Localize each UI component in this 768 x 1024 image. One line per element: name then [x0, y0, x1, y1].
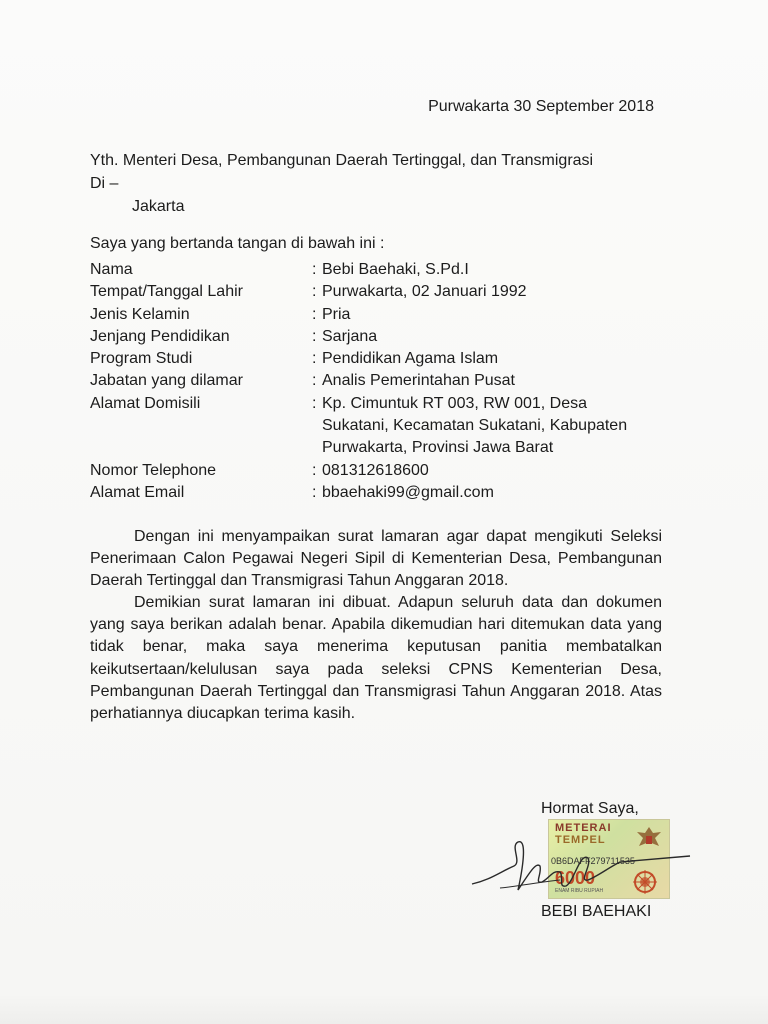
detail-label: Alamat Email [90, 483, 185, 501]
detail-colon: : [312, 283, 317, 301]
scan-edge [0, 994, 768, 1024]
detail-colon: : [312, 305, 317, 323]
intro-text: Saya yang bertanda tangan di bawah ini : [90, 235, 385, 252]
detail-value: Kp. Cimuntuk RT 003, RW 001, Desa Sukatani, Kecamatan Sukatani, Kabupaten Purwakarta, Provinsi Jawa Barat [322, 394, 628, 457]
recipient-line: Yth. Menteri Desa, Pembangunan Daerah Tertinggal, dan Transmigrasi [90, 152, 594, 169]
detail-value: Sarjana [322, 327, 378, 345]
detail-value: Pendidikan Agama Islam [322, 350, 499, 368]
detail-row-address [90, 393, 660, 460]
detail-value: Analis Pemerintahan Pusat [322, 372, 515, 390]
detail-label: Program Studi [90, 350, 193, 368]
detail-colon: : [312, 483, 317, 501]
detail-row-position [90, 370, 660, 392]
stamp-amount-words: ENAM RIBU RUPIAH [555, 888, 604, 894]
detail-colon: : [312, 394, 317, 412]
detail-colon: : [312, 350, 317, 368]
detail-row-gender [90, 304, 660, 326]
detail-label: Jenjang Pendidikan [90, 327, 230, 345]
detail-value: Purwakarta, 02 Januari 1992 [322, 283, 527, 301]
stamp-serial: 0B6DAFF279711535 [551, 856, 635, 866]
detail-row-email [90, 482, 660, 504]
detail-row-name [90, 259, 660, 281]
detail-row-phone [90, 460, 660, 482]
detail-value: 081312618600 [322, 461, 429, 479]
handwritten-signature [470, 832, 700, 902]
detail-colon: : [312, 461, 317, 479]
detail-value: bbaehaki99@gmail.com [322, 483, 494, 501]
detail-label: Nomor Telephone [90, 461, 217, 479]
detail-colon: : [312, 327, 317, 345]
recipient-city: Jakarta [132, 198, 185, 215]
detail-label: Tempat/Tanggal Lahir [90, 283, 243, 301]
place-date: Purwakarta 30 September 2018 [428, 98, 654, 115]
detail-label: Jenis Kelamin [90, 305, 190, 323]
detail-row-education [90, 326, 660, 348]
body-paragraph-2: Demikian surat lamaran ini dibuat. Adapun seluruh data dan dokumen yang saya berikan adalah benar. Apabila dikemudian hari ditemukan data yang tidak benar, maka saya menerima keputusan panitia membatalkan keikutsertaan/kelulusan saya pada seleksi CPNS Kementerian Desa, Pembangunan Daerah Tertinggal dan Transmigrasi Tahun Anggaran 2018. Atas perhatiannya diucapkan terima kasih. [90, 594, 662, 723]
detail-colon: : [312, 372, 317, 390]
stamp-amount: 6000 [555, 868, 596, 888]
stamp-subtitle: TEMPEL [555, 834, 606, 846]
body-paragraph-1: Dengan ini menyampaikan surat lamaran agar dapat mengikuti Seleksi Penerimaan Calon Pegawai Negeri Sipil di Kementerian Desa, Pembangunan Daerah Tertinggal dan Transmigrasi Tahun Anggaran 2018. [90, 528, 662, 590]
signer-name: BEBI BAEHAKI [541, 903, 652, 920]
stamp-title: METERAI [555, 822, 612, 834]
closing-salutation: Hormat Saya, [541, 800, 639, 817]
detail-colon: : [312, 261, 317, 278]
applicant-details [90, 259, 660, 504]
detail-label: Alamat Domisili [90, 394, 201, 412]
detail-value: Bebi Baehaki, S.Pd.I [322, 261, 469, 278]
recipient-di: Di – [90, 175, 119, 192]
detail-label: Jabatan yang dilamar [90, 372, 243, 390]
detail-row-birth [90, 281, 660, 303]
detail-label: Nama [90, 261, 133, 278]
detail-row-program [90, 348, 660, 370]
detail-value: Pria [322, 305, 351, 323]
